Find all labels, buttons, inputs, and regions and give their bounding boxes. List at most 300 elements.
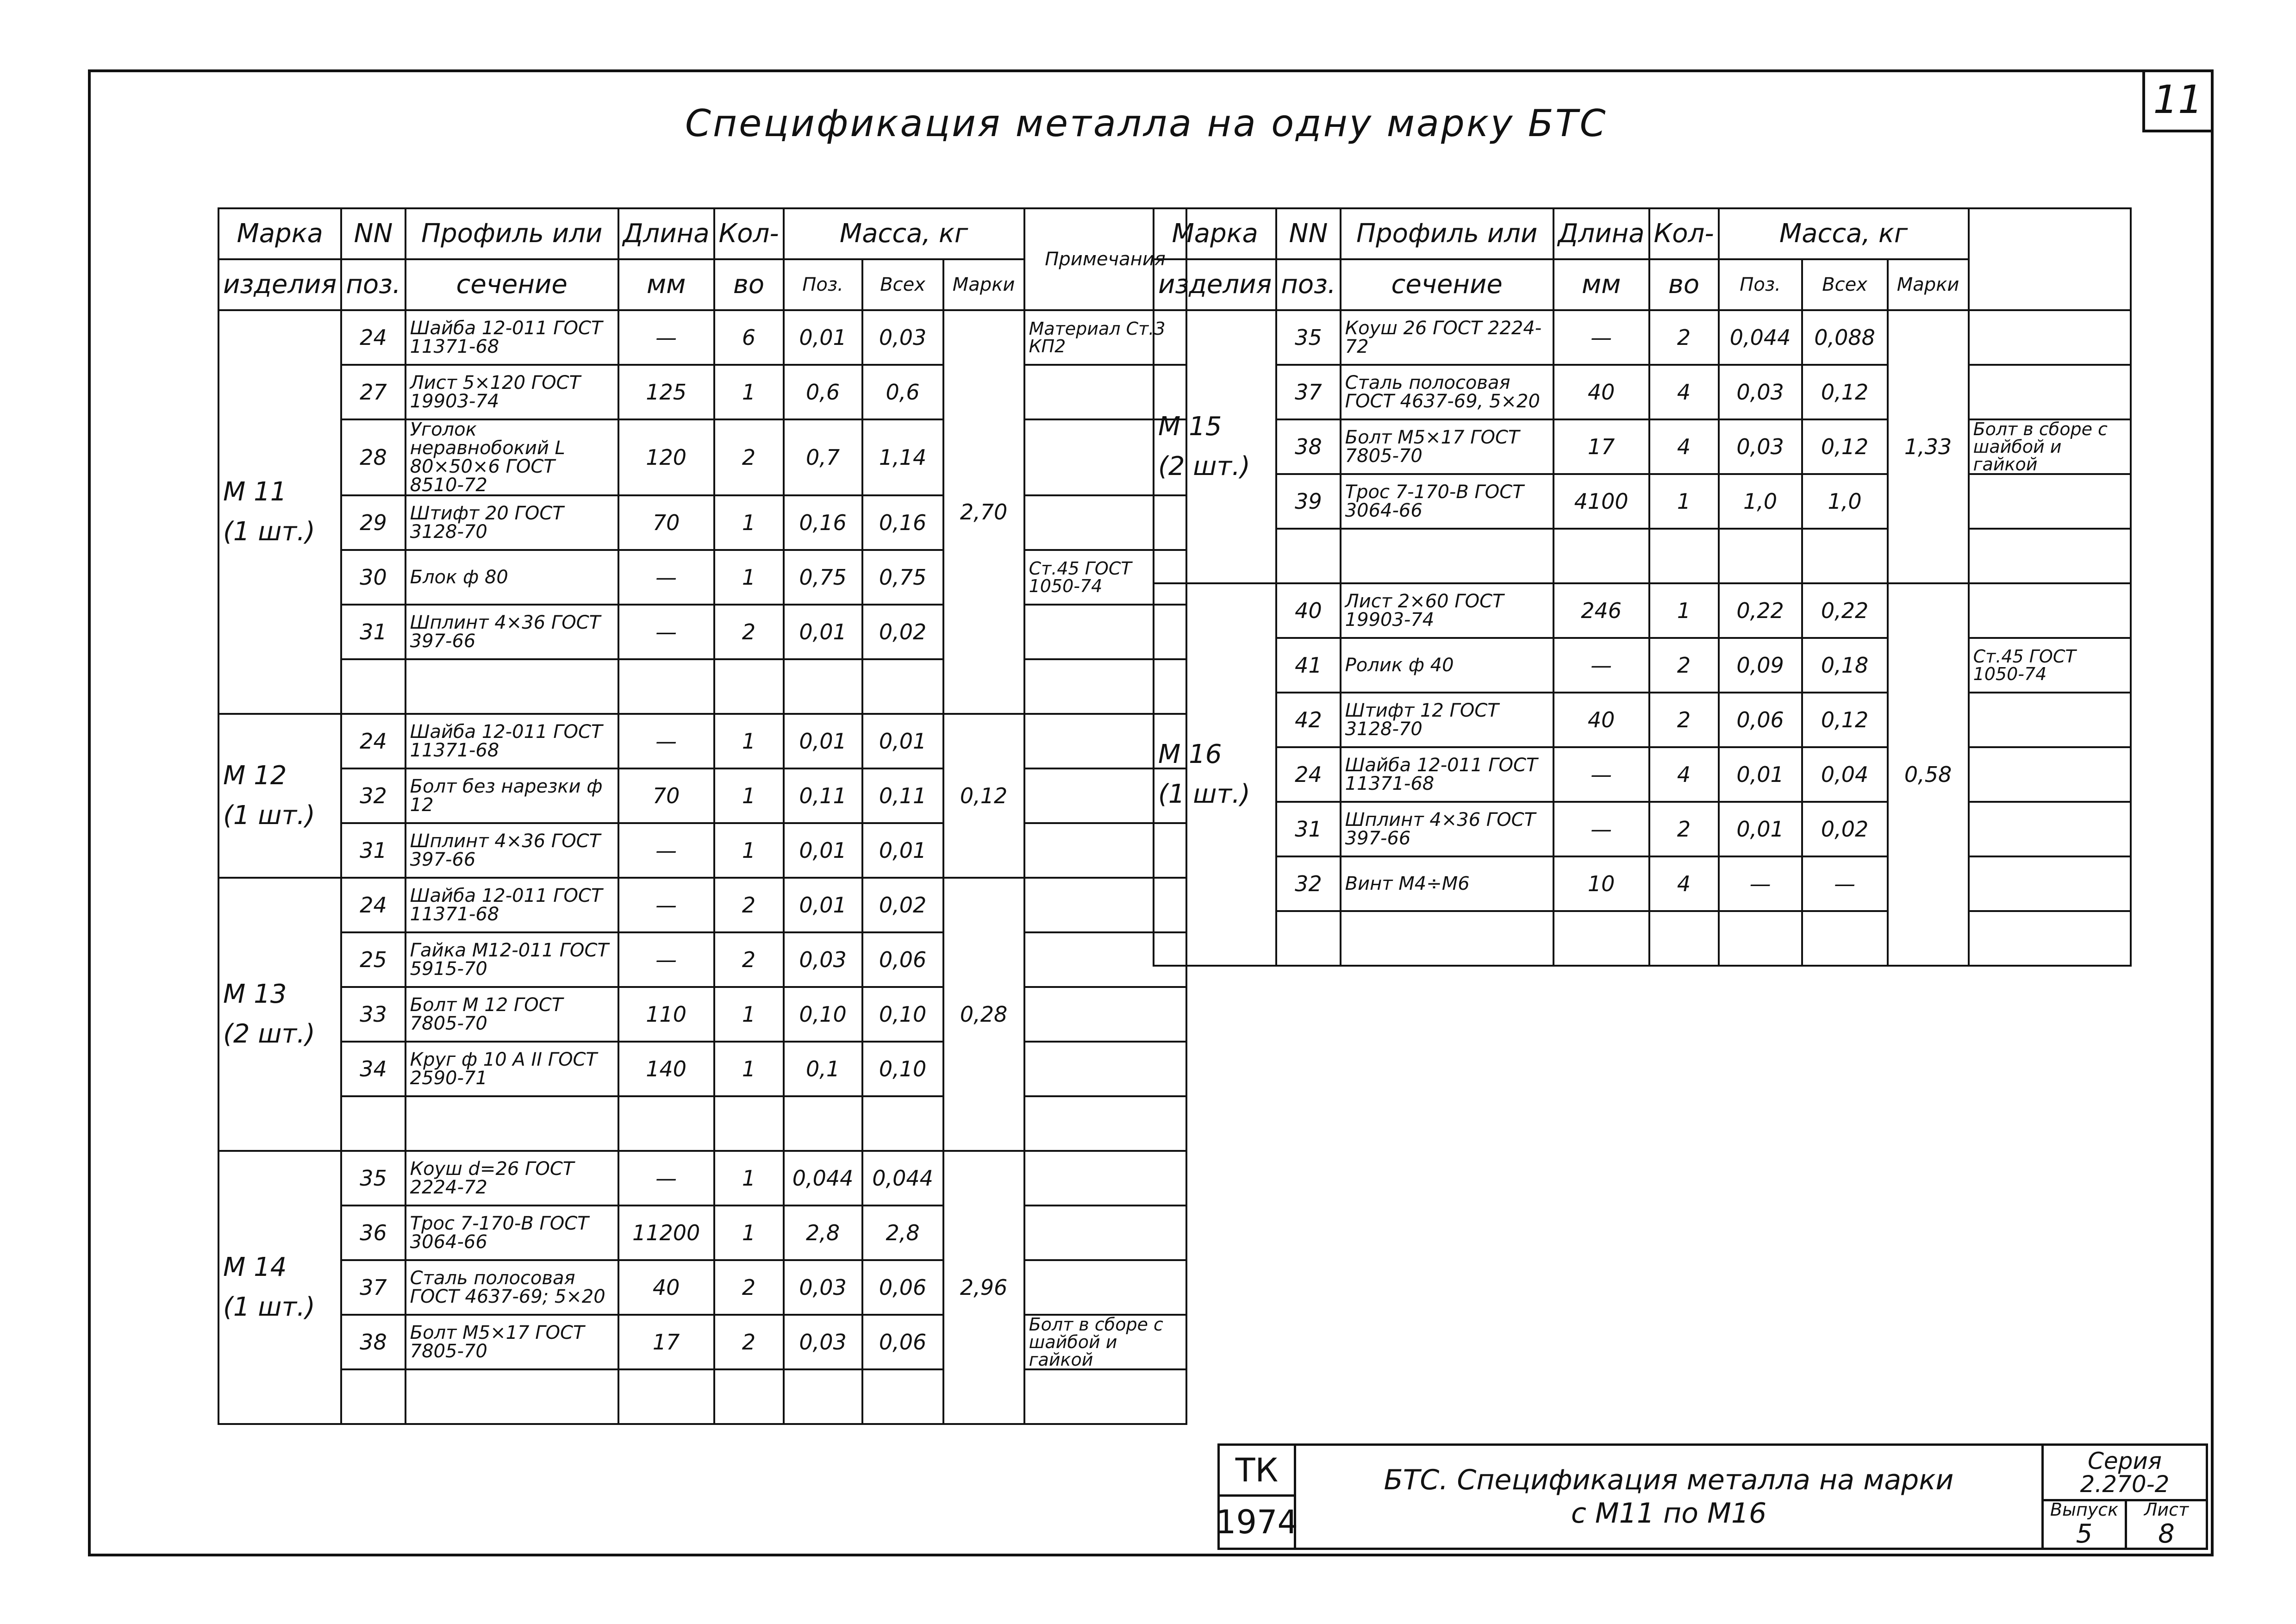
mass-pos-cell xyxy=(1719,529,1802,583)
note-cell: Материал Ст.3 КП2 xyxy=(1024,310,1186,365)
table-row xyxy=(1154,856,2131,911)
mass-pos-cell: — xyxy=(1719,856,1802,911)
mass-all-cell xyxy=(1802,911,1888,966)
table-row xyxy=(1154,529,2131,583)
header-length-unit: мм xyxy=(1554,259,1649,310)
pos-cell xyxy=(1276,911,1340,966)
header-pos: NN xyxy=(341,208,405,259)
header-mark-sub: изделия xyxy=(1154,259,1276,310)
length-cell: 70 xyxy=(618,495,714,550)
mass-all-cell: 0,02 xyxy=(862,605,943,659)
profile-cell: Болт М5×17 ГОСТ 7805-70 xyxy=(406,1315,618,1369)
note-cell xyxy=(1024,1151,1186,1206)
stamp-issue-label: Выпуск xyxy=(2050,1499,2119,1520)
pos-cell: 40 xyxy=(1276,583,1340,638)
mass-all-cell: 0,12 xyxy=(1802,419,1888,474)
stamp-org: ТК xyxy=(1217,1443,1296,1497)
mass-pos-cell: 0,044 xyxy=(784,1151,862,1206)
note-cell xyxy=(1024,1260,1186,1315)
mass-all-cell: 0,10 xyxy=(862,1042,943,1096)
stamp-sheet-value: 8 xyxy=(2158,1519,2175,1549)
profile-cell: Уголок неравнобокий L 80×50×6 ГОСТ 8510-72 xyxy=(406,419,618,495)
mass-all-cell: 0,02 xyxy=(1802,802,1888,856)
qty-cell: 1 xyxy=(714,768,784,823)
length-cell: — xyxy=(1554,638,1649,693)
page-number: 11 xyxy=(2142,69,2211,132)
profile-cell: Круг ф 10 А II ГОСТ 2590-71 xyxy=(406,1042,618,1096)
qty-cell: 2 xyxy=(714,1315,784,1369)
qty-cell: 1 xyxy=(714,987,784,1042)
table-row xyxy=(218,1096,1186,1151)
header-mark: Марка xyxy=(1154,208,1276,259)
header-mass-mark: Марки xyxy=(943,259,1024,310)
table-row xyxy=(218,714,1186,768)
profile-cell: Шайба 12-011 ГОСТ 11371-68 xyxy=(406,310,618,365)
profile-cell: Шайба 12-011 ГОСТ 11371-68 xyxy=(406,714,618,768)
mass-pos-cell: 0,03 xyxy=(1719,419,1802,474)
qty-cell: 1 xyxy=(714,365,784,419)
pos-cell xyxy=(341,659,405,714)
mark-name: М 16 xyxy=(1158,739,1222,769)
table-row xyxy=(1154,693,2131,747)
profile-cell: Трос 7-170-В ГОСТ 3064-66 xyxy=(1341,474,1554,529)
mark-name: М 14 xyxy=(223,1252,287,1282)
header-profile: Профиль или xyxy=(1341,208,1554,259)
note-cell xyxy=(1024,1206,1186,1260)
header-qty: Кол- xyxy=(714,208,784,259)
mark-quantity: (1 шт.) xyxy=(223,517,315,547)
qty-cell: 2 xyxy=(1649,693,1719,747)
mass-pos-cell xyxy=(784,659,862,714)
note-cell xyxy=(1024,987,1186,1042)
stamp-series xyxy=(2041,1443,2208,1501)
mass-all-cell: 0,12 xyxy=(1802,693,1888,747)
mark-quantity: (1 шт.) xyxy=(223,1292,315,1322)
profile-cell: Болт М 12 ГОСТ 7805-70 xyxy=(406,987,618,1042)
profile-cell xyxy=(1341,529,1554,583)
page-title: Спецификация металла на одну марку БТС xyxy=(685,102,1608,145)
table-row xyxy=(1154,474,2131,529)
qty-cell: 1 xyxy=(714,823,784,878)
mass-all-cell: 0,01 xyxy=(862,823,943,878)
mark-cell xyxy=(1154,583,1276,966)
profile-cell xyxy=(1341,911,1554,966)
profile-cell: Трос 7-170-В ГОСТ 3064-66 xyxy=(406,1206,618,1260)
mass-mark-cell: 2,96 xyxy=(943,1151,1024,1424)
length-cell: — xyxy=(618,1151,714,1206)
qty-cell: 2 xyxy=(714,605,784,659)
pos-cell: 24 xyxy=(341,714,405,768)
table-row xyxy=(218,1369,1186,1424)
length-cell: 110 xyxy=(618,987,714,1042)
length-cell: — xyxy=(618,605,714,659)
mass-all-cell xyxy=(1802,529,1888,583)
length-cell: — xyxy=(618,823,714,878)
pos-cell: 32 xyxy=(1276,856,1340,911)
mass-all-cell: 0,06 xyxy=(862,1260,943,1315)
pos-cell: 30 xyxy=(341,550,405,605)
header-profile-sub: сечение xyxy=(406,259,618,310)
title-block xyxy=(1217,1443,2208,1550)
length-cell: 10 xyxy=(1554,856,1649,911)
note-cell: Ст.45 ГОСТ 1050-74 xyxy=(1024,550,1186,605)
header-qty: Кол- xyxy=(1649,208,1719,259)
mass-mark-cell: 1,33 xyxy=(1888,310,1969,583)
qty-cell: 1 xyxy=(1649,583,1719,638)
mass-pos-cell: 0,03 xyxy=(784,1315,862,1369)
profile-cell: Болт без нарезки ф 12 xyxy=(406,768,618,823)
mass-all-cell: 0,04 xyxy=(1802,747,1888,802)
mass-pos-cell: 0,6 xyxy=(784,365,862,419)
mark-cell xyxy=(218,1151,341,1424)
mass-all-cell: 0,11 xyxy=(862,768,943,823)
mark-quantity: (2 шт.) xyxy=(1158,451,1250,481)
mass-all-cell: 1,14 xyxy=(862,419,943,495)
mass-pos-cell: 0,01 xyxy=(784,714,862,768)
stamp-series-label: Серия xyxy=(2088,1447,2162,1474)
header-mass-all: Всех xyxy=(1802,259,1888,310)
mark-cell xyxy=(218,878,341,1151)
left-spec-table xyxy=(218,207,1187,1425)
mass-pos-cell: 0,7 xyxy=(784,419,862,495)
stamp-description xyxy=(1294,1443,2044,1550)
mass-all-cell: 0,10 xyxy=(862,987,943,1042)
note-cell xyxy=(1969,747,2131,802)
pos-cell: 31 xyxy=(1276,802,1340,856)
mass-pos-cell: 0,03 xyxy=(1719,365,1802,419)
profile-cell: Шайба 12-011 ГОСТ 11371-68 xyxy=(1341,747,1554,802)
header-mark: Марка xyxy=(218,208,341,259)
length-cell xyxy=(1554,911,1649,966)
table-row xyxy=(218,878,1186,932)
mark-name: М 13 xyxy=(223,979,287,1009)
length-cell: 17 xyxy=(618,1315,714,1369)
profile-cell: Гайка М12-011 ГОСТ 5915-70 xyxy=(406,932,618,987)
table-row xyxy=(218,365,1186,419)
pos-cell: 31 xyxy=(341,823,405,878)
table-row xyxy=(1154,747,2131,802)
length-cell xyxy=(618,659,714,714)
header-qty-sub: во xyxy=(714,259,784,310)
header-pos-sub: поз. xyxy=(1276,259,1340,310)
header-mark-sub: изделия xyxy=(218,259,341,310)
note-cell xyxy=(1024,1096,1186,1151)
qty-cell: 2 xyxy=(1649,638,1719,693)
pos-cell xyxy=(341,1369,405,1424)
header-pos: NN xyxy=(1276,208,1340,259)
stamp-sheet-label: Лист xyxy=(2144,1499,2189,1520)
mass-pos-cell: 0,22 xyxy=(1719,583,1802,638)
pos-cell: 35 xyxy=(1276,310,1340,365)
length-cell: 140 xyxy=(618,1042,714,1096)
header-note xyxy=(1969,208,2131,310)
qty-cell xyxy=(714,1096,784,1151)
mass-all-cell: 0,06 xyxy=(862,1315,943,1369)
mass-all-cell: 0,18 xyxy=(1802,638,1888,693)
mass-all-cell: 0,75 xyxy=(862,550,943,605)
mass-all-cell: 0,16 xyxy=(862,495,943,550)
table-row xyxy=(218,1315,1186,1369)
note-cell xyxy=(1969,583,2131,638)
profile-cell: Болт М5×17 ГОСТ 7805-70 xyxy=(1341,419,1554,474)
length-cell: 70 xyxy=(618,768,714,823)
mass-mark-cell: 0,58 xyxy=(1888,583,1969,966)
table-row xyxy=(218,1260,1186,1315)
note-cell xyxy=(1969,911,2131,966)
header-profile-sub: сечение xyxy=(1341,259,1554,310)
mass-pos-cell: 0,10 xyxy=(784,987,862,1042)
header-note: Примечания xyxy=(1024,208,1186,310)
length-cell: — xyxy=(618,310,714,365)
length-cell: 125 xyxy=(618,365,714,419)
stamp-series-value: 2.270-2 xyxy=(2080,1470,2170,1498)
stamp-description-line1: БТС. Спецификация металла на марки xyxy=(1384,1464,1954,1496)
mark-name: М 11 xyxy=(223,477,287,507)
stamp-description-line2: с М11 по М16 xyxy=(1571,1497,1767,1530)
note-cell xyxy=(1969,693,2131,747)
mass-pos-cell: 0,044 xyxy=(1719,310,1802,365)
pos-cell: 27 xyxy=(341,365,405,419)
qty-cell: 6 xyxy=(714,310,784,365)
length-cell: 4100 xyxy=(1554,474,1649,529)
note-cell xyxy=(1969,365,2131,419)
header-mass-mark: Марки xyxy=(1888,259,1969,310)
profile-cell: Шайба 12-011 ГОСТ 11371-68 xyxy=(406,878,618,932)
qty-cell: 4 xyxy=(1649,747,1719,802)
table-row xyxy=(218,768,1186,823)
table-row xyxy=(1154,638,2131,693)
mark-quantity: (2 шт.) xyxy=(223,1019,315,1049)
note-cell xyxy=(1024,1369,1186,1424)
qty-cell: 1 xyxy=(714,1042,784,1096)
profile-cell: Сталь полосовая ГОСТ 4637-69, 5×20 xyxy=(1341,365,1554,419)
stamp-issue-value: 5 xyxy=(2076,1519,2093,1549)
header-mass-pos: Поз. xyxy=(1719,259,1802,310)
length-cell: — xyxy=(618,932,714,987)
mark-quantity: (1 шт.) xyxy=(223,800,315,831)
qty-cell: 2 xyxy=(714,419,784,495)
note-cell: Болт в сборе с шайбой и гайкой xyxy=(1024,1315,1186,1369)
table-row xyxy=(1154,911,2131,966)
qty-cell xyxy=(714,1369,784,1424)
profile-cell: Лист 5×120 ГОСТ 19903-74 xyxy=(406,365,618,419)
mark-cell xyxy=(1154,310,1276,583)
table-row xyxy=(218,823,1186,878)
length-cell xyxy=(618,1369,714,1424)
mass-all-cell: 0,088 xyxy=(1802,310,1888,365)
mass-all-cell: 0,6 xyxy=(862,365,943,419)
mass-pos-cell: 0,09 xyxy=(1719,638,1802,693)
table-row xyxy=(218,419,1186,495)
table-row xyxy=(218,1042,1186,1096)
length-cell xyxy=(1554,529,1649,583)
profile-cell: Штифт 20 ГОСТ 3128-70 xyxy=(406,495,618,550)
qty-cell: 1 xyxy=(714,1151,784,1206)
mass-all-cell: 2,8 xyxy=(862,1206,943,1260)
pos-cell: 37 xyxy=(1276,365,1340,419)
header-length: Длина xyxy=(1554,208,1649,259)
pos-cell: 34 xyxy=(341,1042,405,1096)
mass-pos-cell: 0,75 xyxy=(784,550,862,605)
profile-cell: Коуш 26 ГОСТ 2224-72 xyxy=(1341,310,1554,365)
qty-cell: 1 xyxy=(714,1206,784,1260)
qty-cell: 1 xyxy=(714,495,784,550)
header-qty-sub: во xyxy=(1649,259,1719,310)
mass-all-cell xyxy=(862,1096,943,1151)
mark-quantity: (1 шт.) xyxy=(1158,779,1250,809)
mass-pos-cell: 0,11 xyxy=(784,768,862,823)
qty-cell: 4 xyxy=(1649,856,1719,911)
header-pos-sub: поз. xyxy=(341,259,405,310)
header-mass-pos: Поз. xyxy=(784,259,862,310)
qty-cell: 4 xyxy=(1649,365,1719,419)
mass-pos-cell: 2,8 xyxy=(784,1206,862,1260)
mass-mark-cell: 2,70 xyxy=(943,310,1024,714)
length-cell: 120 xyxy=(618,419,714,495)
qty-cell: 1 xyxy=(714,550,784,605)
profile-cell: Блок ф 80 xyxy=(406,550,618,605)
mass-pos-cell: 0,1 xyxy=(784,1042,862,1096)
table-row xyxy=(218,1206,1186,1260)
table-row xyxy=(218,987,1186,1042)
mass-pos-cell: 0,01 xyxy=(784,605,862,659)
profile-cell: Коуш d=26 ГОСТ 2224-72 xyxy=(406,1151,618,1206)
header-profile: Профиль или xyxy=(406,208,618,259)
pos-cell: 35 xyxy=(341,1151,405,1206)
profile-cell: Винт М4÷М6 xyxy=(1341,856,1554,911)
length-cell xyxy=(618,1096,714,1151)
table-row xyxy=(1154,365,2131,419)
profile-cell xyxy=(406,1369,618,1424)
table-row xyxy=(1154,583,2131,638)
header-mass: Масса, кг xyxy=(784,208,1024,259)
pos-cell: 25 xyxy=(341,932,405,987)
table-row xyxy=(1154,310,2131,365)
mass-all-cell xyxy=(862,659,943,714)
mark-cell xyxy=(218,310,341,714)
note-cell xyxy=(1969,474,2131,529)
table-row xyxy=(218,932,1186,987)
length-cell: 11200 xyxy=(618,1206,714,1260)
mass-pos-cell xyxy=(784,1096,862,1151)
header-mass: Масса, кг xyxy=(1719,208,1969,259)
mass-pos-cell: 0,06 xyxy=(1719,693,1802,747)
mass-pos-cell: 0,01 xyxy=(1719,802,1802,856)
length-cell: — xyxy=(1554,802,1649,856)
table-row xyxy=(218,310,1186,365)
profile-cell xyxy=(406,659,618,714)
mass-all-cell: 0,01 xyxy=(862,714,943,768)
table-row xyxy=(218,1151,1186,1206)
mass-pos-cell: 0,03 xyxy=(784,932,862,987)
qty-cell: 2 xyxy=(1649,310,1719,365)
mass-pos-cell: 0,03 xyxy=(784,1260,862,1315)
header-length-unit: мм xyxy=(618,259,714,310)
pos-cell: 24 xyxy=(1276,747,1340,802)
pos-cell: 32 xyxy=(341,768,405,823)
pos-cell: 24 xyxy=(341,878,405,932)
right-spec-table xyxy=(1153,207,2132,967)
mass-pos-cell: 0,01 xyxy=(784,310,862,365)
table-row xyxy=(218,550,1186,605)
pos-cell: 24 xyxy=(341,310,405,365)
note-cell xyxy=(1969,310,2131,365)
mass-pos-cell: 0,01 xyxy=(1719,747,1802,802)
pos-cell: 38 xyxy=(1276,419,1340,474)
mass-mark-cell: 0,28 xyxy=(943,878,1024,1151)
qty-cell: 1 xyxy=(1649,474,1719,529)
header-length: Длина xyxy=(618,208,714,259)
mass-pos-cell xyxy=(784,1369,862,1424)
note-cell xyxy=(1969,529,2131,583)
note-cell: Болт в сборе с шайбой и гайкой xyxy=(1969,419,2131,474)
table-row xyxy=(1154,419,2131,474)
profile-cell: Сталь полосовая ГОСТ 4637-69; 5×20 xyxy=(406,1260,618,1315)
mark-name: М 15 xyxy=(1158,412,1222,442)
mass-all-cell: 0,12 xyxy=(1802,365,1888,419)
qty-cell: 2 xyxy=(714,932,784,987)
mass-pos-cell: 0,01 xyxy=(784,878,862,932)
qty-cell: 1 xyxy=(714,714,784,768)
profile-cell: Шплинт 4×36 ГОСТ 397-66 xyxy=(406,823,618,878)
pos-cell xyxy=(341,1096,405,1151)
profile-cell: Лист 2×60 ГОСТ 19903-74 xyxy=(1341,583,1554,638)
stamp-sheet xyxy=(2125,1499,2208,1550)
mark-name: М 12 xyxy=(223,761,287,791)
pos-cell: 36 xyxy=(341,1206,405,1260)
note-cell: Ст.45 ГОСТ 1050-74 xyxy=(1969,638,2131,693)
pos-cell: 28 xyxy=(341,419,405,495)
mass-pos-cell: 0,16 xyxy=(784,495,862,550)
qty-cell xyxy=(1649,529,1719,583)
pos-cell: 38 xyxy=(341,1315,405,1369)
pos-cell: 31 xyxy=(341,605,405,659)
stamp-year: 1974 xyxy=(1217,1494,1296,1550)
note-cell xyxy=(1969,856,2131,911)
length-cell: 246 xyxy=(1554,583,1649,638)
mass-all-cell: 0,02 xyxy=(862,878,943,932)
length-cell: — xyxy=(1554,310,1649,365)
mass-pos-cell: 1,0 xyxy=(1719,474,1802,529)
table-row xyxy=(218,659,1186,714)
length-cell: — xyxy=(1554,747,1649,802)
qty-cell xyxy=(714,659,784,714)
table-row xyxy=(1154,802,2131,856)
length-cell: 40 xyxy=(1554,365,1649,419)
qty-cell: 2 xyxy=(714,1260,784,1315)
pos-cell: 37 xyxy=(341,1260,405,1315)
pos-cell: 42 xyxy=(1276,693,1340,747)
profile-cell: Шплинт 4×36 ГОСТ 397-66 xyxy=(406,605,618,659)
length-cell: — xyxy=(618,550,714,605)
length-cell: 40 xyxy=(1554,693,1649,747)
pos-cell: 29 xyxy=(341,495,405,550)
mass-all-cell: 0,22 xyxy=(1802,583,1888,638)
mass-all-cell: 0,03 xyxy=(862,310,943,365)
profile-cell: Штифт 12 ГОСТ 3128-70 xyxy=(1341,693,1554,747)
length-cell: 40 xyxy=(618,1260,714,1315)
pos-cell: 33 xyxy=(341,987,405,1042)
pos-cell: 39 xyxy=(1276,474,1340,529)
length-cell: — xyxy=(618,714,714,768)
table-row xyxy=(218,605,1186,659)
qty-cell: 2 xyxy=(1649,802,1719,856)
mark-cell xyxy=(218,714,341,878)
note-cell xyxy=(1969,802,2131,856)
length-cell: — xyxy=(618,878,714,932)
profile-cell: Ролик ф 40 xyxy=(1341,638,1554,693)
qty-cell xyxy=(1649,911,1719,966)
